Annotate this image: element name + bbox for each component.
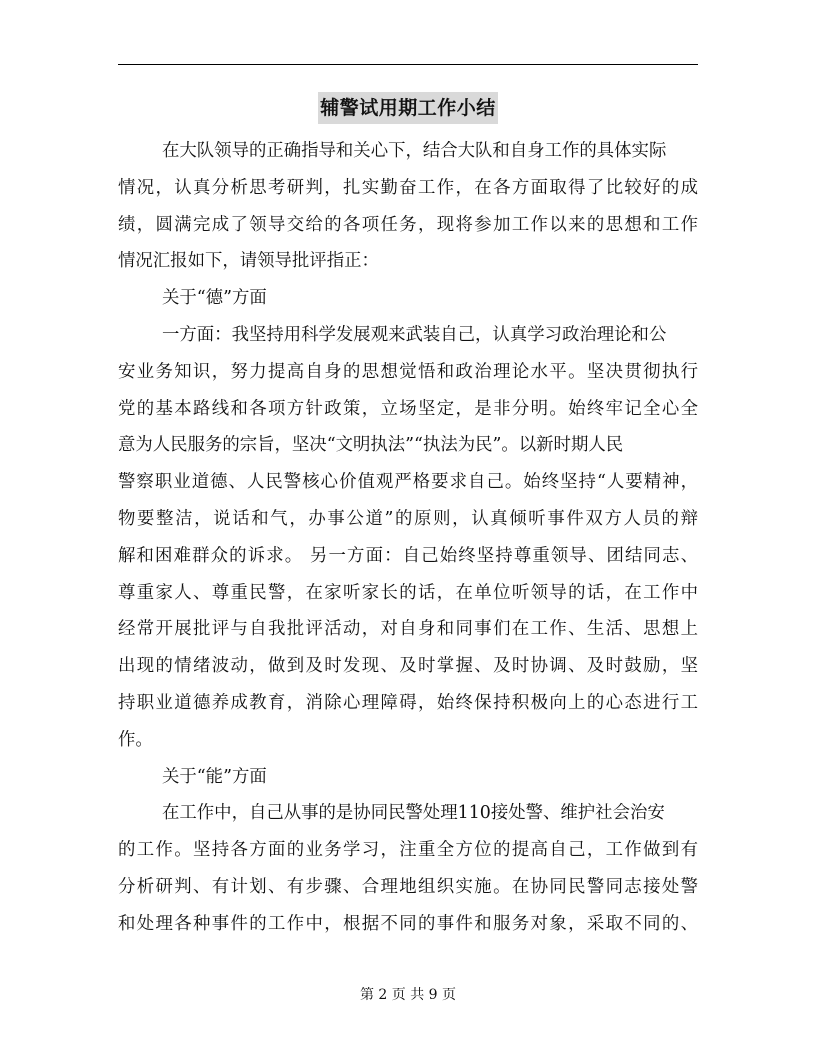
paragraph-line: 尊重家人、尊重民警，在家听家长的话，在单位听领导的话，在工作中 bbox=[118, 582, 698, 603]
paragraph-line: 意为人民服务的宗旨，坚决“文明执法”“执法为民”。以新时期人民 bbox=[118, 435, 624, 456]
paragraph-line: 持职业道德养成教育，消除心理障碍，始终保持积极向上的心态进行工 bbox=[118, 692, 698, 713]
paragraph-line: 绩，圆满完成了领导交给的各项任务，现将参加工作以来的思想和工作 bbox=[118, 214, 698, 235]
title-block bbox=[118, 92, 698, 124]
paragraph-line: 经常开展批评与自我批评活动，对自身和同事们在工作、生活、思想上 bbox=[118, 619, 698, 640]
paragraph-line: 的工作。坚持各方面的业务学习，注重全方位的提高自己，工作做到有 bbox=[118, 840, 698, 861]
section-heading: 关于“德”方面 bbox=[162, 288, 267, 309]
paragraph-line: 安业务知识，努力提高自身的思想觉悟和政治理论水平。坚决贯彻执行 bbox=[118, 361, 698, 382]
paragraph-line: 警察职业道德、人民警核心价值观严格要求自己。始终坚持“人要精神， bbox=[118, 472, 698, 493]
paragraph-line: 一方面：我坚持用科学发展观来武装自己，认真学习政治理论和公 bbox=[162, 324, 667, 345]
paragraph-line: 作。 bbox=[118, 729, 153, 750]
document-title: 辅警试用期工作小结 bbox=[318, 92, 498, 124]
paragraph-line: 解和困难群众的诉求。 另一方面：自己始终坚持尊重领导、团结同志、 bbox=[118, 545, 698, 566]
paragraph-line: 在工作中，自己从事的是协同民警处理110接处警、维护社会治安 bbox=[162, 803, 665, 824]
paragraph-line: 出现的情绪波动，做到及时发现、及时掌握、及时协调、及时鼓励，坚 bbox=[118, 656, 698, 677]
paragraph-line: 物要整洁，说话和气，办事公道”的原则，认真倾听事件双方人员的辩 bbox=[118, 508, 698, 529]
paragraph-line: 情况，认真分析思考研判，扎实勤奋工作，在各方面取得了比较好的成 bbox=[118, 177, 698, 198]
paragraph-line: 党的基本路线和各项方针政策，立场坚定，是非分明。始终牢记全心全 bbox=[118, 398, 698, 419]
paragraph-line: 分析研判、有计划、有步骤、合理地组织实施。在协同民警同志接处警 bbox=[118, 876, 698, 897]
paragraph-line: 在大队领导的正确指导和关心下，结合大队和自身工作的具体实际 bbox=[162, 141, 667, 161]
page-number: 第 2 页 共 9 页 bbox=[359, 987, 457, 1003]
paragraph-line: 情况汇报如下，请领导批评指正： bbox=[118, 251, 379, 272]
document-body bbox=[118, 133, 698, 943]
section-heading: 关于“能”方面 bbox=[162, 766, 267, 787]
header-rule bbox=[118, 64, 698, 65]
paragraph-line: 和处理各种事件的工作中，根据不同的事件和服务对象，采取不同的、 bbox=[118, 913, 698, 934]
